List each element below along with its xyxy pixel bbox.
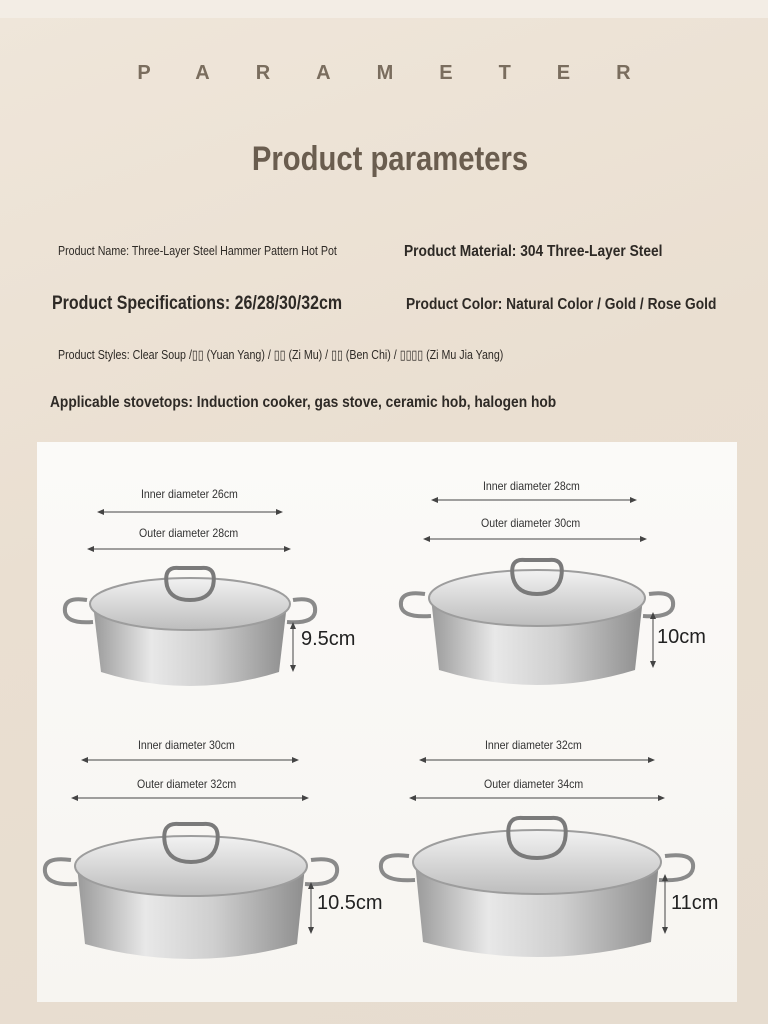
pot-1-outer-arrow — [87, 546, 291, 552]
pot-3-image — [39, 814, 343, 969]
pot-2-outer-diameter: Outer diameter 30cm — [481, 516, 581, 530]
pot-2-image — [395, 550, 679, 695]
pot-2-outer-arrow — [423, 536, 647, 542]
pot-2-height: 10cm — [657, 626, 706, 648]
pot-1-image — [59, 560, 321, 695]
pot-3-outer-diameter: Outer diameter 32cm — [137, 777, 237, 791]
parameter-heading: PARAMETER — [137, 62, 677, 84]
pot-4-outer-arrow — [409, 795, 665, 801]
page-title: Product parameters — [251, 140, 529, 178]
pot-1-height: 9.5cm — [301, 628, 356, 650]
pot-4-inner-arrow — [419, 757, 655, 763]
pot-3-height-arrow — [307, 882, 315, 934]
pot-4-height: 11cm — [671, 892, 719, 914]
product-material-text: Product Material: 304 Three-Layer Steel — [404, 243, 663, 260]
pot-2-inner-diameter: Inner diameter 28cm — [483, 479, 580, 493]
pot-3-inner-diameter: Inner diameter 30cm — [138, 738, 235, 752]
pot-3-outer-arrow — [71, 795, 309, 801]
product-specifications-text: Product Specifications: 26/28/30/32cm — [52, 293, 343, 314]
product-name-text: Product Name: Three-Layer Steel Hammer Pattern Hot Pot — [58, 243, 337, 258]
pot-4-inner-diameter: Inner diameter 32cm — [485, 738, 582, 752]
pot-4-image — [375, 808, 699, 968]
product-styles-text: Product Styles: Clear Soup /▯▯ (Yuan Yang) / ▯▯ (Zi Mu) / ▯▯ (Ben Chi) / ▯▯▯▯ (Zi Mu Jia Yang) — [58, 347, 504, 362]
product-color-text: Product Color: Natural Color / Gold / Rose Gold — [406, 296, 717, 313]
pot-4-height-arrow — [661, 874, 669, 934]
pot-2-inner-arrow — [431, 497, 637, 503]
pots-diagram-panel — [37, 442, 737, 1002]
pot-2-height-arrow — [649, 612, 657, 668]
pot-1-inner-arrow — [97, 509, 283, 515]
pot-1-inner-diameter: Inner diameter 26cm — [141, 487, 238, 501]
pot-4-outer-diameter: Outer diameter 34cm — [484, 777, 584, 791]
top-strip — [0, 0, 768, 18]
pot-1-outer-diameter: Outer diameter 28cm — [139, 526, 239, 540]
pot-1-height-arrow — [289, 622, 297, 672]
stovetops-text: Applicable stovetops: Induction cooker, gas stove, ceramic hob, halogen hob — [50, 394, 557, 411]
pot-3-height: 10.5cm — [317, 892, 383, 914]
pot-3-inner-arrow — [81, 757, 299, 763]
